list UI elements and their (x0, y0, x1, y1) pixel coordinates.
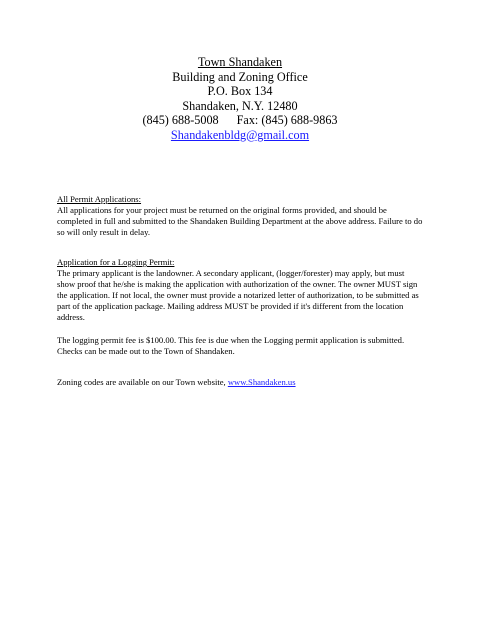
zoning-section (57, 377, 423, 388)
town-website-link[interactable]: www.Shandaken.us (227, 377, 296, 387)
phone-number: (845) 688-5008 (142, 113, 219, 128)
city-address: Shandaken, N.Y. 12480 (182, 98, 298, 113)
logging-permit-body: The primary applicant is the landowner. A secondary applicant, (logger/forester) may apply, but must show proof that he/she is making the application with authorization of the owner. The owner MUST sign the application. If not local, the owner must provide a notarized letter of authorization, to be submitted as part of the application package. Mailing address MUST be provided if it's different from the location address. (57, 267, 419, 322)
zoning-line (57, 377, 423, 388)
fee-section (57, 335, 423, 357)
email-link[interactable]: Shandakenbldg@gmail.com (170, 127, 310, 142)
po-box: P.O. Box 134 (207, 84, 273, 99)
fee-body: The logging permit fee is $100.00. This fee is due when the Logging permit application is submitted. Checks can be made out to the Town of Shandaken. (57, 335, 405, 356)
all-permits-heading: All Permit Applications: (57, 194, 142, 204)
town-name: Town Shandaken (197, 55, 283, 69)
logging-permit-section (57, 257, 423, 322)
all-permits-body: All applications for your project must be returned on the original forms provided, and should be completed in full and submitted to the Shandaken Building Department at the above address. Failure to do so will only result in delay. (57, 204, 423, 237)
fax-number: Fax: (845) 688-9863 (236, 113, 338, 128)
office-name: Building and Zoning Office (172, 69, 308, 84)
contact-line (0, 113, 480, 128)
letterhead (0, 55, 480, 143)
all-permits-section (57, 194, 423, 238)
logging-permit-heading: Application for a Logging Permit: (57, 257, 175, 267)
zoning-text: Zoning codes are available on our Town website, (57, 377, 228, 387)
